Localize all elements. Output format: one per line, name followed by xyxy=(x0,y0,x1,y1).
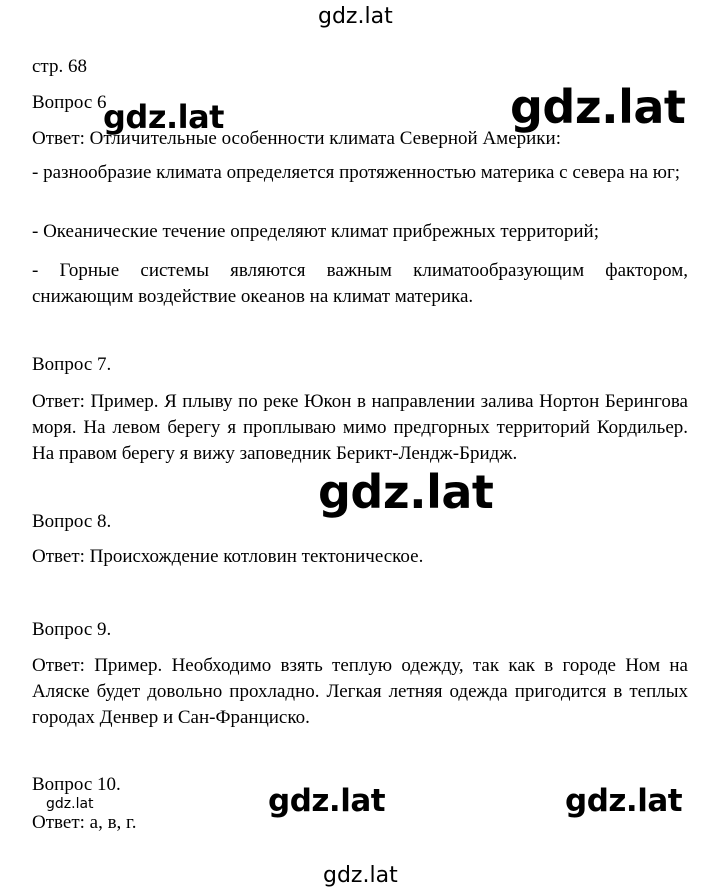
question-6-title: Вопрос 6 xyxy=(32,92,107,113)
question-8-answer: Ответ: Происхождение котловин тектоническое. xyxy=(32,546,424,567)
question-7-answer: Ответ: Пример. Я плыву по реке Юкон в направлении залива Нортон Берингова моря. На левом берегу я проплываю мимо предгорных территорий Кордильер. На правом берегу я вижу заповедник Берикт-Лендж-Бридж. xyxy=(32,391,688,464)
question-9-answer: Ответ: Пример. Необходимо взять теплую одежду, так как в городе Ном на Аляске будет довольно прохладно. Легкая летняя одежда пригодится в теплых городах Денвер и Сан-Франциско. xyxy=(32,655,688,728)
question-6-item-3: - Горные системы являются важным климатообразующим фактором, снижающим воздействие океанов на климат материка. xyxy=(32,260,688,307)
question-6-answer: Ответ: Отличительные особенности климата Северной Америки: xyxy=(32,128,561,149)
question-8-title: Вопрос 8. xyxy=(32,511,112,532)
watermark-footer: gdz.lat xyxy=(323,863,398,888)
watermark-middle: gdz.lat xyxy=(318,465,494,519)
watermark-bottom-right: gdz.lat xyxy=(565,783,683,819)
question-7-title: Вопрос 7. xyxy=(32,354,112,375)
watermark-q6-right: gdz.lat xyxy=(510,80,686,134)
question-10-answer: Ответ: а, в, г. xyxy=(32,812,137,833)
watermark-bottom-small: gdz.lat xyxy=(46,796,94,812)
question-6-item-2: - Океанические течение определяют климат прибрежных территорий; xyxy=(32,221,599,242)
watermark-top: gdz.lat xyxy=(318,4,393,29)
question-10-title: Вопрос 10. xyxy=(32,774,121,795)
question-6-item-1: - разнообразие климата определяется протяженностью материка с севера на юг; xyxy=(32,162,681,183)
page-number: стр. 68 xyxy=(32,56,87,77)
watermark-bottom-mid: gdz.lat xyxy=(268,783,386,819)
question-9-title: Вопрос 9. xyxy=(32,619,112,640)
watermark-q6-left: gdz.lat xyxy=(103,98,224,136)
